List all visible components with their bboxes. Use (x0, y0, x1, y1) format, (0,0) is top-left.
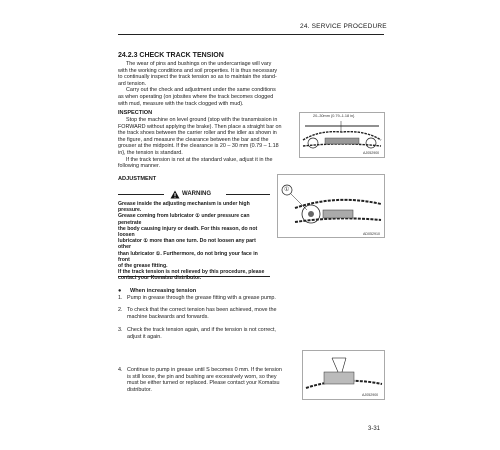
warning-triangle-icon (170, 190, 180, 199)
figure-code: AJ052900 (363, 151, 380, 155)
inspection-line: If the track tension is not at the standard value, adjust it in the (126, 156, 273, 163)
intro-line: with mud, measure with the track clogged with mud). (118, 100, 244, 107)
intro-line: to continually inspect the track tension so as to maintain the stand- (118, 74, 277, 81)
warning-line: If the track tension is not relieved by this procedure, please (118, 269, 265, 276)
step-1 (118, 295, 384, 302)
intro-line: with the working conditions and soil properties. It is thus necessary (118, 67, 278, 74)
intro-line: ard tension. (118, 80, 147, 87)
intro-line: as when operating (on jobsites where the track becomes clogged (118, 93, 274, 100)
lubricator-callout: ① (284, 187, 290, 193)
figure-code: AD052910 (363, 232, 380, 236)
dimension-label: 20–30mm {0.79–1.18 in} (313, 114, 355, 118)
warning-rule-left (118, 194, 164, 195)
step-line: Pump in grease through the grease fitting with a grease pump. (127, 295, 276, 301)
warning-line: of the grease fitting. (118, 263, 168, 270)
step-text (127, 367, 300, 393)
step-2 (118, 307, 384, 321)
step-3 (118, 327, 384, 341)
increasing-heading (118, 288, 196, 294)
step-line: To check that the correct tension has been achieved, move the (127, 307, 277, 313)
inspection-line: in}, the tension is standard. (118, 149, 183, 156)
warning-box (118, 190, 270, 282)
section-header: 24. SERVICE PROCEDURE (300, 23, 387, 30)
inspection-line: the figure, and measure the clearance between the bar and the (118, 136, 269, 143)
step-number: 2. (118, 307, 123, 313)
inspection-line: FORWARD without applying the brake). Then place a straight bar on (118, 123, 282, 130)
intro-line: The wear of pins and bushings on the undercarriage will vary (126, 61, 272, 67)
increasing-heading-text: When increasing tension (129, 288, 197, 294)
warning-label: WARNING (182, 191, 211, 197)
header-rule (118, 34, 384, 35)
section-title: 24.2.3 CHECK TRACK TENSION (118, 52, 224, 59)
warning-line: lubricator ① more than one turn. Do not loosen any part other (118, 238, 256, 251)
warning-line: contact your Komatsu distributor. (118, 275, 202, 282)
warning-line: than lubricator ①. Furthermore, do not bring your face in front (118, 250, 258, 263)
step-line: machine backwards and forwards. (127, 313, 209, 320)
warning-line: the body causing injury or death. For this reason, do not loosen (118, 225, 258, 239)
step-4 (118, 367, 300, 395)
bullet-icon: ● (118, 288, 122, 294)
adjustment-heading: ADJUSTMENT (118, 176, 157, 182)
step-line: is still loose, the pin and bushing are excessively worn, so they (127, 373, 277, 380)
step-number: 4. (118, 367, 123, 373)
step-number: 1. (118, 295, 123, 301)
intro-paragraph (118, 61, 384, 107)
inspection-heading: INSPECTION (118, 110, 153, 116)
figure-code: AJ052900 (362, 393, 379, 397)
inspection-line: Stop the machine on level ground (stop with the transmission in (126, 117, 278, 123)
intro-line: Carry out the check and adjustment under the same conditions (126, 87, 276, 94)
warning-line: Grease inside the adjusting mechanism is under high pressure. (118, 201, 250, 214)
step-line: distributor. (127, 386, 152, 393)
step-number: 3. (118, 327, 123, 333)
warning-line: Grease coming from lubricator ① under pressure can penetrate (118, 213, 250, 226)
warning-title-row (118, 190, 270, 199)
warning-rule-bottom (118, 276, 270, 277)
inspection-line: grouser at the midpoint. If the clearance is 20 – 30 mm {0.79 – 1.18 (118, 143, 279, 150)
warning-text (118, 201, 270, 282)
inspection-line: following manner. (118, 163, 160, 170)
step-line: adjust it again. (127, 333, 162, 340)
step-line: Check the track tension again, and if the tension is not correct, (127, 327, 276, 333)
lubricator-figure (277, 174, 385, 238)
step-text (127, 307, 277, 320)
step-line: must be either turned or replaced. Please contact your Komatsu (127, 380, 280, 387)
page-number: 3-31 (368, 426, 381, 432)
inspection-line: the track shoes between the carrier roller and the idler as shown in (118, 130, 277, 137)
step-line: Continue to pump in grease until S becomes 0 mm. If the tension (127, 367, 282, 373)
inspection-paragraph (118, 117, 294, 170)
step-text (127, 327, 276, 340)
warning-rule-right (226, 194, 270, 195)
